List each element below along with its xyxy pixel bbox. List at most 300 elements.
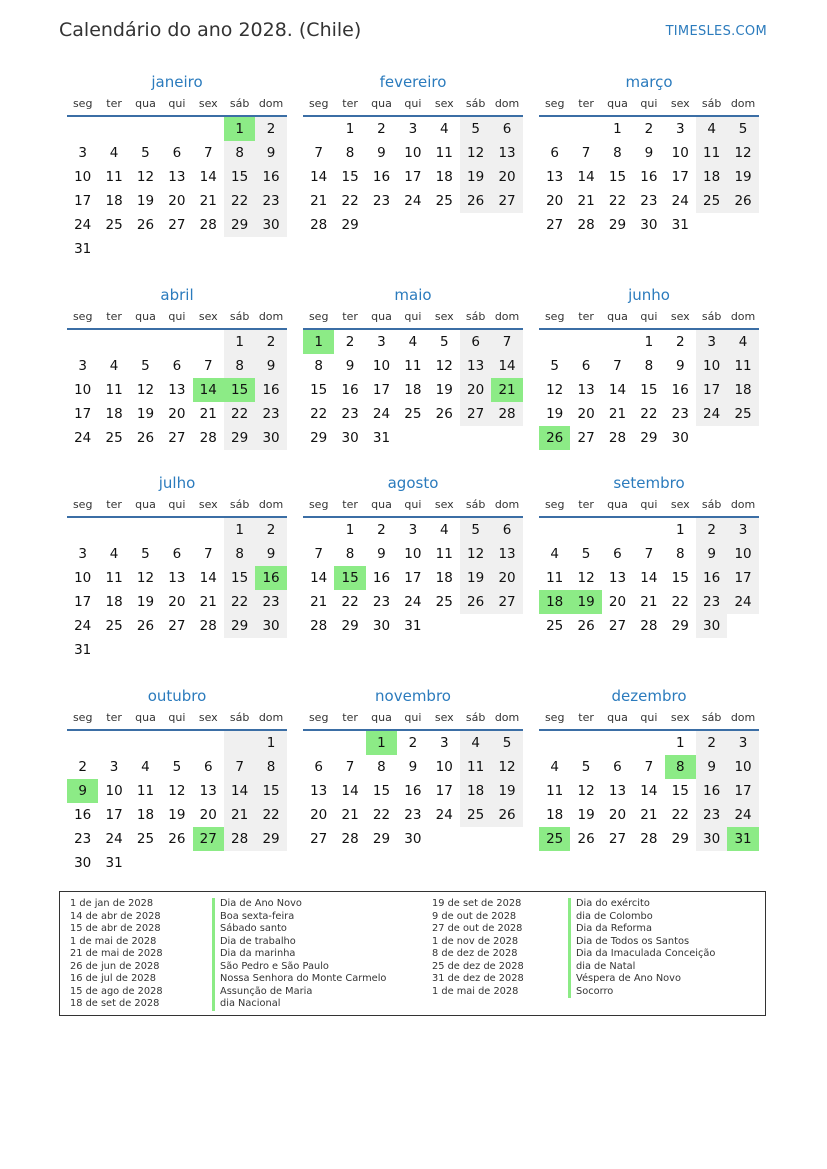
day-cell[interactable]: 19 bbox=[546, 406, 564, 422]
day-cell[interactable]: 9 bbox=[255, 542, 286, 566]
day-cell[interactable]: 2 bbox=[377, 522, 386, 538]
day-cell[interactable]: 15 bbox=[341, 169, 359, 185]
day-cell[interactable]: 4 bbox=[439, 522, 449, 538]
day-cell[interactable]: 17 bbox=[74, 594, 92, 610]
day-cell[interactable]: 24 bbox=[671, 193, 689, 209]
day-cell[interactable]: 17 bbox=[404, 169, 422, 185]
day-cell[interactable]: 4 bbox=[109, 145, 119, 161]
day-cell[interactable]: 7 bbox=[314, 145, 323, 161]
day-cell[interactable]: 21 bbox=[640, 807, 658, 823]
day-cell[interactable]: 31 bbox=[105, 855, 123, 871]
day-cell[interactable]: 19 bbox=[460, 566, 491, 590]
day-cell[interactable]: 1 bbox=[345, 121, 355, 137]
day-cell[interactable]: 31 bbox=[74, 642, 92, 658]
holiday-day[interactable]: 14 bbox=[193, 378, 224, 402]
holiday-day[interactable]: 1 bbox=[224, 117, 255, 141]
day-cell[interactable]: 1 bbox=[255, 731, 286, 755]
day-cell[interactable]: 29 bbox=[341, 618, 359, 634]
day-cell[interactable]: 25 bbox=[105, 217, 123, 233]
day-cell[interactable]: 9 bbox=[345, 358, 355, 374]
day-cell[interactable]: 24 bbox=[74, 618, 92, 634]
day-cell[interactable]: 11 bbox=[435, 145, 453, 161]
day-cell[interactable]: 26 bbox=[136, 430, 155, 446]
holiday-day[interactable]: 19 bbox=[570, 590, 601, 614]
day-cell[interactable]: 23 bbox=[255, 402, 286, 426]
day-cell[interactable]: 14 bbox=[640, 783, 658, 799]
day-cell[interactable]: 30 bbox=[671, 430, 689, 446]
day-cell[interactable]: 28 bbox=[310, 217, 328, 233]
day-cell[interactable]: 10 bbox=[404, 546, 422, 562]
day-cell[interactable]: 4 bbox=[550, 546, 559, 562]
day-cell[interactable]: 7 bbox=[203, 358, 213, 374]
day-cell[interactable]: 24 bbox=[435, 807, 453, 823]
day-cell[interactable]: 26 bbox=[727, 189, 758, 213]
day-cell[interactable]: 10 bbox=[404, 145, 422, 161]
day-cell[interactable]: 23 bbox=[404, 807, 422, 823]
day-cell[interactable]: 2 bbox=[255, 117, 286, 141]
day-cell[interactable]: 12 bbox=[727, 141, 758, 165]
day-cell[interactable]: 4 bbox=[727, 330, 758, 354]
holiday-day[interactable]: 1 bbox=[366, 731, 397, 755]
day-cell[interactable]: 3 bbox=[727, 518, 758, 542]
day-cell[interactable]: 16 bbox=[404, 783, 422, 799]
day-cell[interactable]: 12 bbox=[136, 169, 155, 185]
day-cell[interactable]: 5 bbox=[550, 358, 559, 374]
day-cell[interactable]: 27 bbox=[491, 189, 522, 213]
day-cell[interactable]: 10 bbox=[435, 759, 453, 775]
day-cell[interactable]: 24 bbox=[696, 402, 727, 426]
day-cell[interactable]: 26 bbox=[491, 803, 522, 827]
day-cell[interactable]: 10 bbox=[74, 570, 92, 586]
day-cell[interactable]: 20 bbox=[491, 165, 522, 189]
day-cell[interactable]: 20 bbox=[546, 193, 564, 209]
day-cell[interactable]: 7 bbox=[224, 755, 255, 779]
day-cell[interactable]: 8 bbox=[613, 145, 622, 161]
day-cell[interactable]: 3 bbox=[727, 731, 758, 755]
day-cell[interactable]: 29 bbox=[224, 614, 255, 638]
day-cell[interactable]: 19 bbox=[727, 165, 758, 189]
day-cell[interactable]: 11 bbox=[727, 354, 758, 378]
day-cell[interactable]: 10 bbox=[727, 542, 758, 566]
day-cell[interactable]: 29 bbox=[608, 217, 627, 233]
day-cell[interactable]: 17 bbox=[404, 570, 422, 586]
day-cell[interactable]: 30 bbox=[696, 827, 727, 851]
day-cell[interactable]: 20 bbox=[491, 566, 522, 590]
day-cell[interactable]: 13 bbox=[199, 783, 217, 799]
day-cell[interactable]: 6 bbox=[491, 117, 522, 141]
day-cell[interactable]: 13 bbox=[577, 382, 595, 398]
day-cell[interactable]: 12 bbox=[168, 783, 186, 799]
day-cell[interactable]: 11 bbox=[136, 783, 155, 799]
day-cell[interactable]: 21 bbox=[341, 807, 359, 823]
day-cell[interactable]: 12 bbox=[491, 755, 522, 779]
day-cell[interactable]: 12 bbox=[546, 382, 564, 398]
day-cell[interactable]: 12 bbox=[577, 570, 595, 586]
holiday-day[interactable]: 9 bbox=[67, 779, 98, 803]
day-cell[interactable]: 14 bbox=[224, 779, 255, 803]
day-cell[interactable]: 11 bbox=[105, 169, 123, 185]
day-cell[interactable]: 16 bbox=[372, 570, 391, 586]
day-cell[interactable]: 16 bbox=[696, 566, 727, 590]
day-cell[interactable]: 17 bbox=[435, 783, 453, 799]
day-cell[interactable]: 6 bbox=[172, 145, 182, 161]
day-cell[interactable]: 22 bbox=[224, 189, 255, 213]
day-cell[interactable]: 23 bbox=[372, 193, 391, 209]
day-cell[interactable]: 7 bbox=[644, 759, 654, 775]
day-cell[interactable]: 8 bbox=[255, 755, 286, 779]
day-cell[interactable]: 18 bbox=[435, 570, 453, 586]
day-cell[interactable]: 28 bbox=[341, 831, 359, 847]
holiday-day[interactable]: 26 bbox=[539, 426, 570, 450]
day-cell[interactable]: 25 bbox=[435, 193, 453, 209]
day-cell[interactable]: 16 bbox=[255, 165, 286, 189]
day-cell[interactable]: 25 bbox=[696, 189, 727, 213]
day-cell[interactable]: 25 bbox=[105, 430, 123, 446]
day-cell[interactable]: 17 bbox=[74, 406, 92, 422]
day-cell[interactable]: 11 bbox=[460, 755, 491, 779]
day-cell[interactable]: 20 bbox=[310, 807, 328, 823]
day-cell[interactable]: 5 bbox=[172, 759, 182, 775]
day-cell[interactable]: 1 bbox=[224, 518, 255, 542]
day-cell[interactable]: 26 bbox=[577, 618, 595, 634]
day-cell[interactable]: 17 bbox=[671, 169, 689, 185]
day-cell[interactable]: 15 bbox=[224, 566, 255, 590]
holiday-day[interactable]: 1 bbox=[303, 330, 334, 354]
day-cell[interactable]: 7 bbox=[314, 546, 323, 562]
day-cell[interactable]: 8 bbox=[224, 354, 255, 378]
day-cell[interactable]: 19 bbox=[136, 193, 155, 209]
day-cell[interactable]: 6 bbox=[203, 759, 213, 775]
day-cell[interactable]: 26 bbox=[577, 831, 595, 847]
day-cell[interactable]: 4 bbox=[550, 759, 559, 775]
day-cell[interactable]: 31 bbox=[74, 241, 92, 257]
day-cell[interactable]: 14 bbox=[199, 169, 217, 185]
day-cell[interactable]: 20 bbox=[460, 378, 491, 402]
holiday-day[interactable]: 31 bbox=[727, 827, 758, 851]
day-cell[interactable]: 11 bbox=[105, 382, 123, 398]
day-cell[interactable]: 18 bbox=[404, 382, 422, 398]
day-cell[interactable]: 23 bbox=[341, 406, 359, 422]
day-cell[interactable]: 28 bbox=[224, 827, 255, 851]
day-cell[interactable]: 17 bbox=[727, 566, 758, 590]
holiday-day[interactable]: 21 bbox=[491, 378, 522, 402]
day-cell[interactable]: 4 bbox=[696, 117, 727, 141]
day-cell[interactable]: 7 bbox=[345, 759, 355, 775]
day-cell[interactable]: 10 bbox=[105, 783, 123, 799]
day-cell[interactable]: 2 bbox=[377, 121, 386, 137]
day-cell[interactable]: 31 bbox=[671, 217, 689, 233]
day-cell[interactable]: 21 bbox=[199, 594, 217, 610]
day-cell[interactable]: 23 bbox=[74, 831, 92, 847]
day-cell[interactable]: 5 bbox=[439, 334, 449, 350]
day-cell[interactable]: 7 bbox=[613, 358, 622, 374]
day-cell[interactable]: 26 bbox=[136, 618, 155, 634]
day-cell[interactable]: 29 bbox=[341, 217, 359, 233]
day-cell[interactable]: 2 bbox=[675, 334, 685, 350]
day-cell[interactable]: 21 bbox=[310, 193, 328, 209]
day-cell[interactable]: 3 bbox=[408, 121, 418, 137]
day-cell[interactable]: 27 bbox=[608, 831, 627, 847]
day-cell[interactable]: 18 bbox=[727, 378, 758, 402]
day-cell[interactable]: 20 bbox=[168, 406, 186, 422]
day-cell[interactable]: 23 bbox=[640, 193, 658, 209]
day-cell[interactable]: 6 bbox=[314, 759, 323, 775]
day-cell[interactable]: 11 bbox=[546, 570, 564, 586]
day-cell[interactable]: 22 bbox=[224, 402, 255, 426]
day-cell[interactable]: 25 bbox=[404, 406, 422, 422]
day-cell[interactable]: 10 bbox=[727, 755, 758, 779]
day-cell[interactable]: 19 bbox=[491, 779, 522, 803]
holiday-day[interactable]: 15 bbox=[224, 378, 255, 402]
day-cell[interactable]: 21 bbox=[310, 594, 328, 610]
day-cell[interactable]: 6 bbox=[172, 358, 182, 374]
day-cell[interactable]: 18 bbox=[105, 406, 123, 422]
day-cell[interactable]: 23 bbox=[671, 406, 689, 422]
day-cell[interactable]: 28 bbox=[640, 831, 658, 847]
day-cell[interactable]: 20 bbox=[608, 594, 627, 610]
day-cell[interactable]: 10 bbox=[74, 169, 92, 185]
day-cell[interactable]: 28 bbox=[640, 618, 658, 634]
day-cell[interactable]: 16 bbox=[696, 779, 727, 803]
day-cell[interactable]: 23 bbox=[255, 590, 286, 614]
day-cell[interactable]: 24 bbox=[372, 406, 391, 422]
day-cell[interactable]: 25 bbox=[546, 618, 564, 634]
day-cell[interactable]: 30 bbox=[696, 614, 727, 638]
day-cell[interactable]: 25 bbox=[435, 594, 453, 610]
day-cell[interactable]: 8 bbox=[675, 546, 685, 562]
day-cell[interactable]: 15 bbox=[671, 570, 689, 586]
day-cell[interactable]: 15 bbox=[224, 165, 255, 189]
day-cell[interactable]: 6 bbox=[550, 145, 559, 161]
holiday-day[interactable]: 18 bbox=[539, 590, 570, 614]
day-cell[interactable]: 26 bbox=[136, 217, 155, 233]
day-cell[interactable]: 23 bbox=[696, 803, 727, 827]
day-cell[interactable]: 24 bbox=[727, 590, 758, 614]
day-cell[interactable]: 6 bbox=[613, 546, 622, 562]
day-cell[interactable]: 6 bbox=[491, 518, 522, 542]
day-cell[interactable]: 19 bbox=[136, 594, 155, 610]
day-cell[interactable]: 2 bbox=[78, 759, 87, 775]
day-cell[interactable]: 10 bbox=[372, 358, 391, 374]
day-cell[interactable]: 13 bbox=[608, 783, 627, 799]
day-cell[interactable]: 31 bbox=[404, 618, 422, 634]
holiday-day[interactable]: 25 bbox=[539, 827, 570, 851]
day-cell[interactable]: 14 bbox=[310, 570, 328, 586]
day-cell[interactable]: 8 bbox=[377, 759, 386, 775]
day-cell[interactable]: 17 bbox=[727, 779, 758, 803]
day-cell[interactable]: 10 bbox=[671, 145, 689, 161]
day-cell[interactable]: 7 bbox=[203, 145, 213, 161]
day-cell[interactable]: 14 bbox=[640, 570, 658, 586]
day-cell[interactable]: 9 bbox=[377, 546, 386, 562]
holiday-day[interactable]: 16 bbox=[255, 566, 286, 590]
day-cell[interactable]: 15 bbox=[608, 169, 627, 185]
day-cell[interactable]: 26 bbox=[460, 590, 491, 614]
day-cell[interactable]: 3 bbox=[696, 330, 727, 354]
day-cell[interactable]: 16 bbox=[255, 378, 286, 402]
day-cell[interactable]: 25 bbox=[460, 803, 491, 827]
day-cell[interactable]: 13 bbox=[460, 354, 491, 378]
day-cell[interactable]: 9 bbox=[696, 755, 727, 779]
day-cell[interactable]: 14 bbox=[577, 169, 595, 185]
day-cell[interactable]: 24 bbox=[74, 217, 92, 233]
day-cell[interactable]: 27 bbox=[168, 618, 186, 634]
day-cell[interactable]: 22 bbox=[310, 406, 328, 422]
day-cell[interactable]: 29 bbox=[671, 831, 689, 847]
day-cell[interactable]: 3 bbox=[439, 735, 449, 751]
day-cell[interactable]: 9 bbox=[644, 145, 654, 161]
day-cell[interactable]: 13 bbox=[168, 570, 186, 586]
day-cell[interactable]: 30 bbox=[341, 430, 359, 446]
day-cell[interactable]: 9 bbox=[696, 542, 727, 566]
day-cell[interactable]: 13 bbox=[608, 570, 627, 586]
day-cell[interactable]: 19 bbox=[168, 807, 186, 823]
day-cell[interactable]: 17 bbox=[105, 807, 123, 823]
day-cell[interactable]: 8 bbox=[314, 358, 323, 374]
day-cell[interactable]: 24 bbox=[74, 430, 92, 446]
day-cell[interactable]: 13 bbox=[168, 382, 186, 398]
day-cell[interactable]: 22 bbox=[640, 406, 658, 422]
day-cell[interactable]: 28 bbox=[199, 618, 217, 634]
day-cell[interactable]: 28 bbox=[199, 217, 217, 233]
day-cell[interactable]: 21 bbox=[199, 193, 217, 209]
day-cell[interactable]: 19 bbox=[136, 406, 155, 422]
day-cell[interactable]: 12 bbox=[460, 141, 491, 165]
day-cell[interactable]: 23 bbox=[372, 594, 391, 610]
day-cell[interactable]: 24 bbox=[404, 193, 422, 209]
holiday-day[interactable]: 8 bbox=[665, 755, 696, 779]
day-cell[interactable]: 19 bbox=[577, 807, 595, 823]
day-cell[interactable]: 8 bbox=[224, 141, 255, 165]
day-cell[interactable]: 15 bbox=[255, 779, 286, 803]
day-cell[interactable]: 14 bbox=[341, 783, 359, 799]
day-cell[interactable]: 20 bbox=[168, 193, 186, 209]
day-cell[interactable]: 20 bbox=[199, 807, 217, 823]
day-cell[interactable]: 25 bbox=[727, 402, 758, 426]
day-cell[interactable]: 9 bbox=[255, 354, 286, 378]
day-cell[interactable]: 29 bbox=[255, 827, 286, 851]
day-cell[interactable]: 22 bbox=[341, 594, 359, 610]
day-cell[interactable]: 30 bbox=[74, 855, 92, 871]
day-cell[interactable]: 17 bbox=[372, 382, 391, 398]
day-cell[interactable]: 26 bbox=[460, 189, 491, 213]
day-cell[interactable]: 5 bbox=[581, 759, 591, 775]
day-cell[interactable]: 11 bbox=[105, 570, 123, 586]
day-cell[interactable]: 22 bbox=[372, 807, 391, 823]
day-cell[interactable]: 14 bbox=[608, 382, 627, 398]
day-cell[interactable]: 18 bbox=[546, 807, 564, 823]
day-cell[interactable]: 29 bbox=[671, 618, 689, 634]
day-cell[interactable]: 4 bbox=[439, 121, 449, 137]
day-cell[interactable]: 30 bbox=[255, 426, 286, 450]
day-cell[interactable]: 21 bbox=[640, 594, 658, 610]
day-cell[interactable]: 28 bbox=[491, 402, 522, 426]
day-cell[interactable]: 28 bbox=[199, 430, 217, 446]
day-cell[interactable]: 4 bbox=[109, 546, 119, 562]
day-cell[interactable]: 13 bbox=[310, 783, 328, 799]
day-cell[interactable]: 9 bbox=[675, 358, 685, 374]
day-cell[interactable]: 27 bbox=[608, 618, 627, 634]
day-cell[interactable]: 11 bbox=[404, 358, 422, 374]
day-cell[interactable]: 6 bbox=[581, 358, 591, 374]
day-cell[interactable]: 28 bbox=[310, 618, 328, 634]
day-cell[interactable]: 29 bbox=[640, 430, 658, 446]
day-cell[interactable]: 3 bbox=[78, 358, 87, 374]
day-cell[interactable]: 30 bbox=[640, 217, 658, 233]
day-cell[interactable]: 29 bbox=[310, 430, 328, 446]
day-cell[interactable]: 1 bbox=[675, 522, 685, 538]
day-cell[interactable]: 2 bbox=[408, 735, 418, 751]
day-cell[interactable]: 1 bbox=[224, 330, 255, 354]
day-cell[interactable]: 27 bbox=[460, 402, 491, 426]
day-cell[interactable]: 5 bbox=[491, 731, 522, 755]
day-cell[interactable]: 18 bbox=[136, 807, 155, 823]
day-cell[interactable]: 2 bbox=[255, 518, 286, 542]
day-cell[interactable]: 5 bbox=[141, 358, 150, 374]
day-cell[interactable]: 30 bbox=[372, 618, 391, 634]
day-cell[interactable]: 2 bbox=[345, 334, 355, 350]
day-cell[interactable]: 21 bbox=[577, 193, 595, 209]
day-cell[interactable]: 15 bbox=[671, 783, 689, 799]
day-cell[interactable]: 23 bbox=[255, 189, 286, 213]
day-cell[interactable]: 1 bbox=[644, 334, 654, 350]
day-cell[interactable]: 8 bbox=[224, 542, 255, 566]
day-cell[interactable]: 22 bbox=[341, 193, 359, 209]
day-cell[interactable]: 3 bbox=[78, 145, 87, 161]
day-cell[interactable]: 8 bbox=[345, 546, 355, 562]
day-cell[interactable]: 8 bbox=[644, 358, 654, 374]
day-cell[interactable]: 1 bbox=[675, 735, 685, 751]
day-cell[interactable]: 27 bbox=[168, 430, 186, 446]
day-cell[interactable]: 3 bbox=[377, 334, 386, 350]
day-cell[interactable]: 11 bbox=[546, 783, 564, 799]
day-cell[interactable]: 1 bbox=[613, 121, 622, 137]
day-cell[interactable]: 5 bbox=[581, 546, 591, 562]
day-cell[interactable]: 20 bbox=[608, 807, 627, 823]
day-cell[interactable]: 5 bbox=[141, 145, 150, 161]
day-cell[interactable]: 2 bbox=[696, 518, 727, 542]
day-cell[interactable]: 22 bbox=[224, 590, 255, 614]
day-cell[interactable]: 27 bbox=[168, 217, 186, 233]
day-cell[interactable]: 12 bbox=[136, 382, 155, 398]
day-cell[interactable]: 7 bbox=[203, 546, 213, 562]
day-cell[interactable]: 30 bbox=[255, 213, 286, 237]
day-cell[interactable]: 23 bbox=[696, 590, 727, 614]
day-cell[interactable]: 20 bbox=[168, 594, 186, 610]
day-cell[interactable]: 18 bbox=[696, 165, 727, 189]
day-cell[interactable]: 3 bbox=[408, 522, 418, 538]
day-cell[interactable]: 19 bbox=[435, 382, 453, 398]
day-cell[interactable]: 15 bbox=[640, 382, 658, 398]
day-cell[interactable]: 17 bbox=[696, 378, 727, 402]
day-cell[interactable]: 5 bbox=[460, 117, 491, 141]
day-cell[interactable]: 18 bbox=[105, 594, 123, 610]
day-cell[interactable]: 20 bbox=[577, 406, 595, 422]
day-cell[interactable]: 13 bbox=[491, 141, 522, 165]
day-cell[interactable]: 16 bbox=[671, 382, 689, 398]
day-cell[interactable]: 25 bbox=[105, 618, 123, 634]
day-cell[interactable]: 6 bbox=[172, 546, 182, 562]
day-cell[interactable]: 14 bbox=[491, 354, 522, 378]
day-cell[interactable]: 16 bbox=[74, 807, 92, 823]
day-cell[interactable]: 22 bbox=[671, 807, 689, 823]
day-cell[interactable]: 3 bbox=[109, 759, 119, 775]
day-cell[interactable]: 29 bbox=[372, 831, 391, 847]
day-cell[interactable]: 27 bbox=[310, 831, 328, 847]
day-cell[interactable]: 13 bbox=[546, 169, 564, 185]
day-cell[interactable]: 29 bbox=[224, 213, 255, 237]
day-cell[interactable]: 7 bbox=[581, 145, 591, 161]
